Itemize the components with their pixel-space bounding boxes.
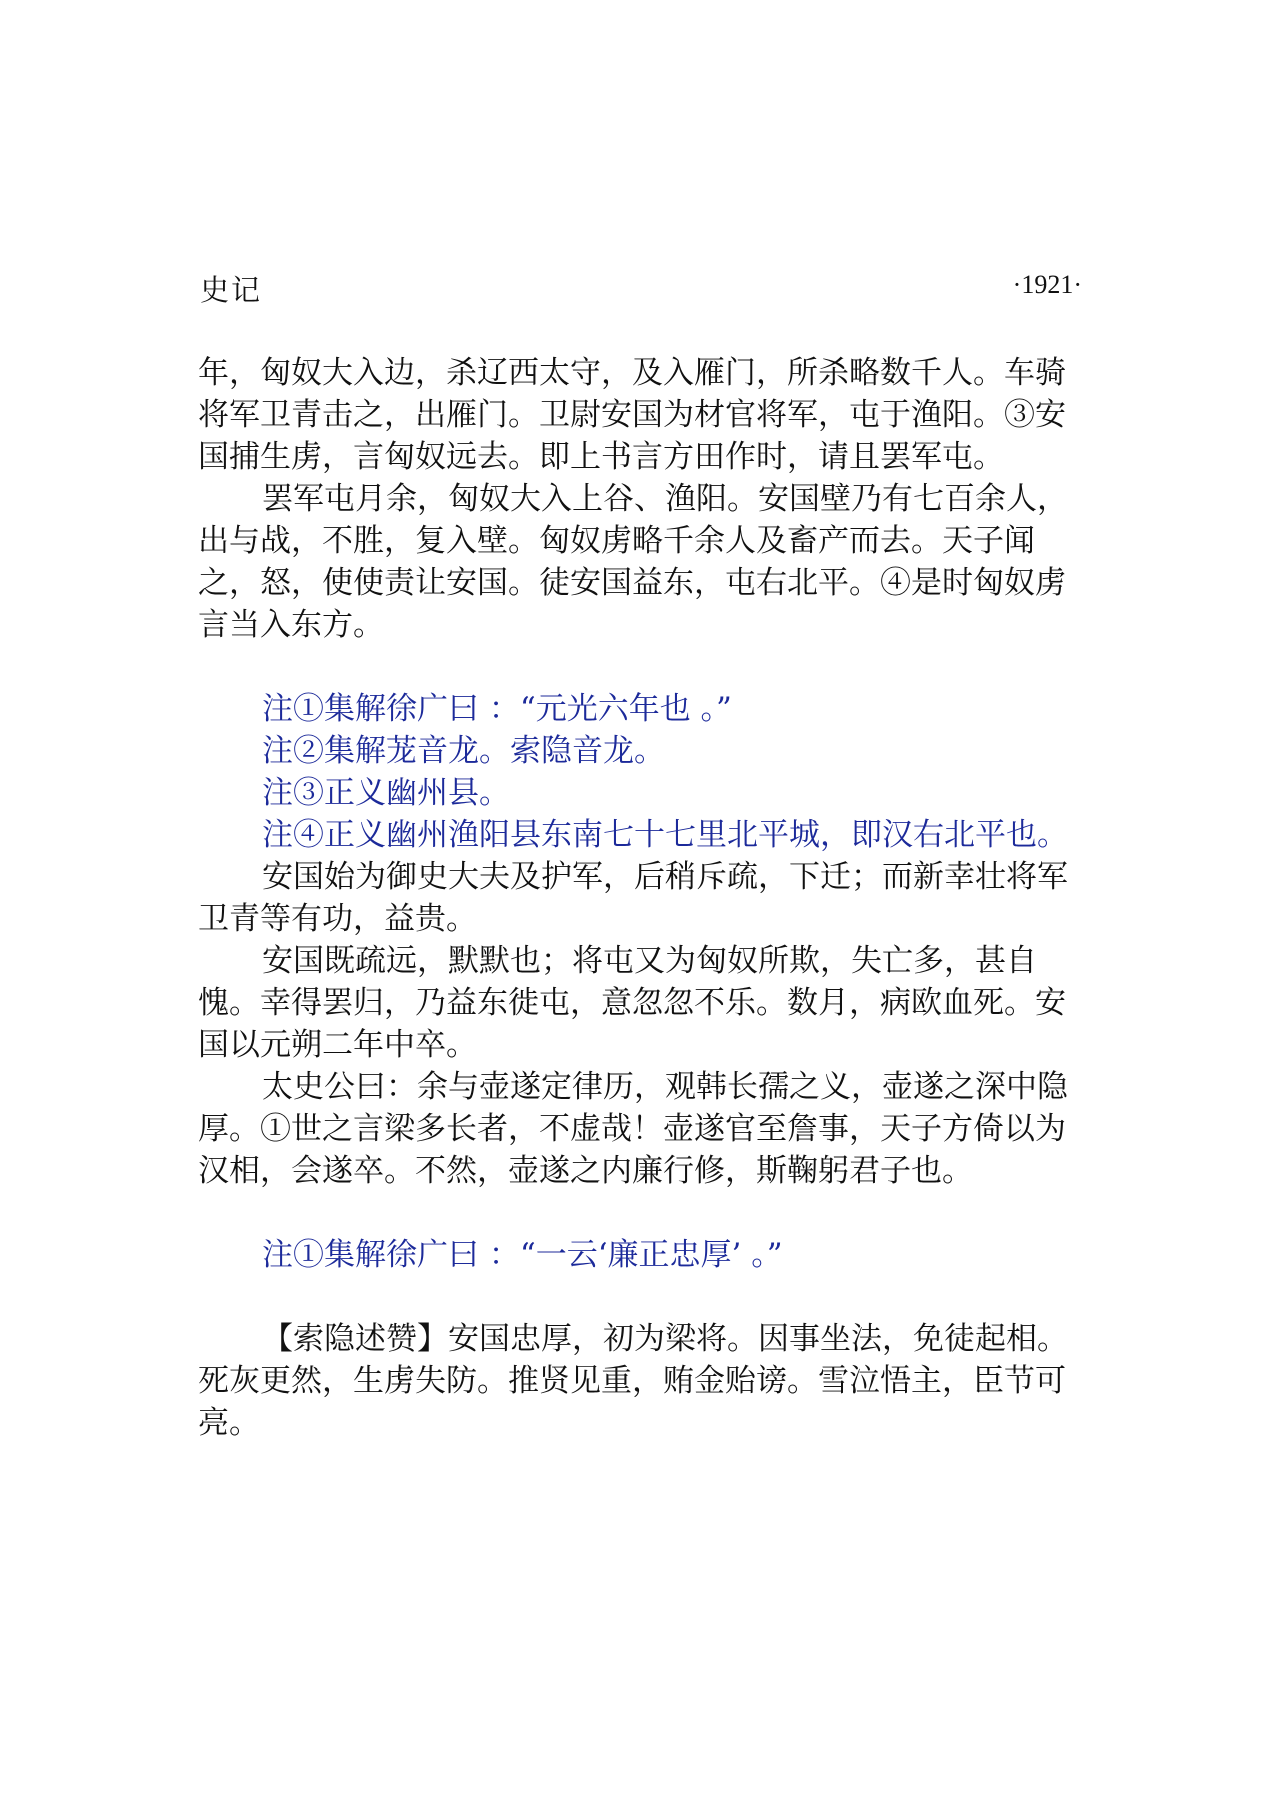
page-header xyxy=(200,268,1082,308)
annotation-note: 注④正义幽州渔阳县东南七十七里北平城，即汉右北平也。 xyxy=(262,817,1068,853)
paragraph: 太史公曰：余与壶遂定律历，观韩长孺之义，壶遂之深中隐厚。①世之言梁多长者，不虚哉！壶遂官至詹事，天子方倚以为汉相，会遂卒。不然，壶遂之内廉行修，斯鞠躬君子也。 xyxy=(198,1069,1068,1189)
spacer xyxy=(198,1276,1088,1318)
book-title: 史记 xyxy=(200,273,263,307)
paragraph: 罢军屯月余，匈奴大入上谷、渔阳。安国壁乃有七百余人，出与战，不胜，复入壁。匈奴虏略千余人及畜产而去。天子闻之，怒，使使责让安国。徒安国益东，屯右北平。④是时匈奴虏言当入东方。 xyxy=(198,481,1068,643)
paragraph: 安国既疏远，默默也；将屯又为匈奴所欺，失亡多，甚自愧。幸得罢归，乃益东徙屯，意忽忽不乐。数月，病欧血死。安国以元朔二年中卒。 xyxy=(198,943,1066,1063)
annotation-note: 注③正义幽州县。 xyxy=(262,775,510,811)
annotation-note: 注②集解茏音龙。索隐音龙。 xyxy=(262,733,665,769)
page-number: ·1921· xyxy=(1012,270,1082,299)
annotation-note: 注①集解徐广曰 ：“一云‘廉正忠厚’ 。” xyxy=(262,1237,783,1273)
spacer xyxy=(198,1192,1088,1234)
paragraph: 安国始为御史大夫及护军，后稍斥疏，下迁；而新幸壮将军卫青等有功，益贵。 xyxy=(198,859,1068,937)
eulogy-paragraph: 【索隐述赞】安国忠厚，初为梁将。因事坐法，免徒起相。死灰更然，生虏失防。推贤见重，贿金贻谤。雪泣悟主，臣节可亮。 xyxy=(198,1321,1068,1441)
annotation-note: 注①集解徐广曰 ：“元光六年也 。” xyxy=(262,691,732,727)
page-body xyxy=(198,352,1088,1444)
paragraph: 年，匈奴大入边，杀辽西太守，及入雁门，所杀略数千人。车骑将军卫青击之，出雁门。卫尉安国为材官将军，屯于渔阳。③安国捕生虏，言匈奴远去。即上书言方田作时，请且罢军屯。 xyxy=(198,355,1066,475)
spacer xyxy=(198,646,1088,688)
